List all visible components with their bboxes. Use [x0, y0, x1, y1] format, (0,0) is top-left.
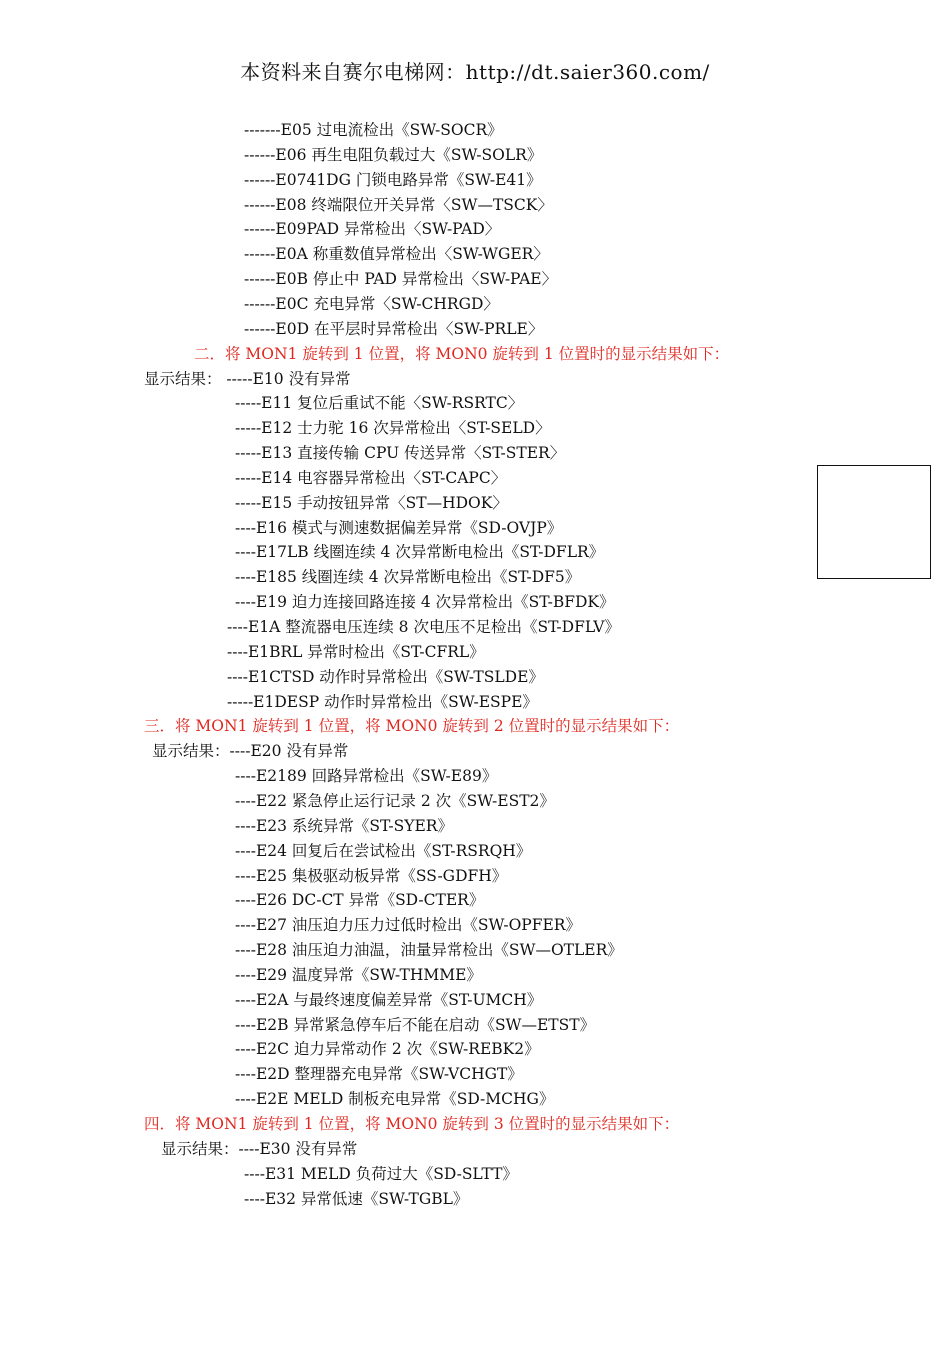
error-code-line: ----E23 系统异常《ST-SYER》: [235, 816, 453, 835]
error-code-line: 显示结果：----E20 没有异常: [152, 742, 349, 761]
error-code-line: -----E14 电容器异常检出〈ST-CAPC〉: [235, 468, 507, 487]
error-code-line: -----E13 直接传输 CPU 传送异常〈ST-STER〉: [235, 444, 566, 463]
error-code-line: ------E0741DG 门锁电路异常《SW-E41》: [244, 170, 542, 189]
error-code-line: ----E1BRL 异常时检出《ST-CFRL》: [227, 642, 485, 661]
error-code-line: ----E2A 与最终速度偏差异常《ST-UMCH》: [235, 990, 543, 1009]
error-code-line: -----E1DESP 动作时异常检出《SW-ESPE》: [227, 692, 538, 711]
error-code-line: ----E19 迫力连接回路连接 4 次异常检出《ST-BFDK》: [235, 593, 615, 612]
error-code-line: ----E17LB 线圈连续 4 次异常断电检出《ST-DFLR》: [235, 543, 605, 562]
error-code-line: ------E0B 停止中 PAD 异常检出〈SW-PAE〉: [244, 270, 558, 289]
error-code-line: ----E2D 整理器充电异常《SW-VCHGT》: [235, 1065, 523, 1084]
section-heading: 四．将 MON1 旋转到 1 位置，将 MON0 旋转到 3 位置时的显示结果如下：: [144, 1115, 680, 1133]
section-heading: 三．将 MON1 旋转到 1 位置，将 MON0 旋转到 2 位置时的显示结果如下：: [144, 717, 680, 736]
error-code-line: ----E26 DC-CT 异常《SD-CTER》: [235, 891, 485, 910]
error-code-line: ----E24 回复后在尝试检出《ST-RSRQH》: [235, 841, 532, 860]
error-code-line: ----E25 集极驱动板异常《SS-GDFH》: [235, 866, 508, 885]
error-code-line: 显示结果：----E30 没有异常: [161, 1139, 358, 1158]
error-code-line: ----E1CTSD 动作时异常检出《SW-TSLDE》: [227, 667, 544, 686]
error-code-line: ------E0A 称重数值异常检出〈SW-WGER〉: [244, 245, 549, 264]
error-code-line: 显示结果： -----E10 没有异常: [144, 369, 351, 388]
error-code-line: ----E28 油压迫力油温，油量异常检出《SW—OTLER》: [235, 941, 623, 960]
error-code-line: ----E2C 迫力异常动作 2 次《SW-REBK2》: [235, 1040, 540, 1059]
blank-box: [817, 465, 931, 579]
error-code-line: -----E12 士力驼 16 次异常检出〈ST-SELD〉: [235, 419, 551, 438]
error-code-line: ----E27 油压迫力压力过低时检出《SW-OPFER》: [235, 916, 581, 935]
page-header: 本资料来自赛尔电梯网：http://dt.saier360.com/: [240, 60, 710, 84]
error-code-line: ----E1A 整流器电压连续 8 次电压不足检出《ST-DFLV》: [227, 618, 620, 636]
error-code-line: -------E05 过电流检出《SW-SOCR》: [244, 121, 503, 139]
error-code-line: ----E2B 异常紧急停车后不能在启动《SW—ETST》: [235, 1015, 596, 1034]
error-code-line: ----E16 模式与测速数据偏差异常《SD-OVJP》: [235, 518, 563, 537]
error-code-line: ------E0D 在平层时异常检出〈SW-PRLE〉: [244, 319, 544, 338]
error-code-line: ------E0C 充电异常〈SW-CHRGD〉: [244, 294, 499, 313]
error-code-line: ----E2E MELD 制板充电异常《SD-MCHG》: [235, 1090, 555, 1109]
error-code-line: -----E15 手动按钮异常〈ST—HDOK〉: [235, 493, 508, 512]
error-code-line: ----E31 MELD 负荷过大《SD-SLTT》: [244, 1164, 518, 1183]
error-code-line: ------E09PAD 异常检出〈SW-PAD〉: [244, 220, 501, 239]
error-code-line: ------E06 再生电阻负载过大《SW-SOLR》: [244, 145, 543, 164]
error-code-line: ----E32 异常低速《SW-TGBL》: [244, 1189, 469, 1208]
error-code-line: ----E22 紧急停止运行记录 2 次《SW-EST2》: [235, 791, 555, 810]
error-code-line: -----E11 复位后重试不能〈SW-RSRTC〉: [235, 394, 524, 413]
error-code-line: ----E2189 回路异常检出《SW-E89》: [235, 767, 498, 786]
error-code-line: ----E29 温度异常《SW-THMME》: [235, 965, 482, 984]
error-code-line: ----E185 线圈连续 4 次异常断电检出《ST-DF5》: [235, 568, 581, 587]
section-heading: 二．将 MON1 旋转到 1 位置，将 MON0 旋转到 1 位置时的显示结果如下：: [194, 344, 730, 363]
error-code-line: ------E08 终端限位开关异常〈SW—TSCK〉: [244, 195, 553, 214]
